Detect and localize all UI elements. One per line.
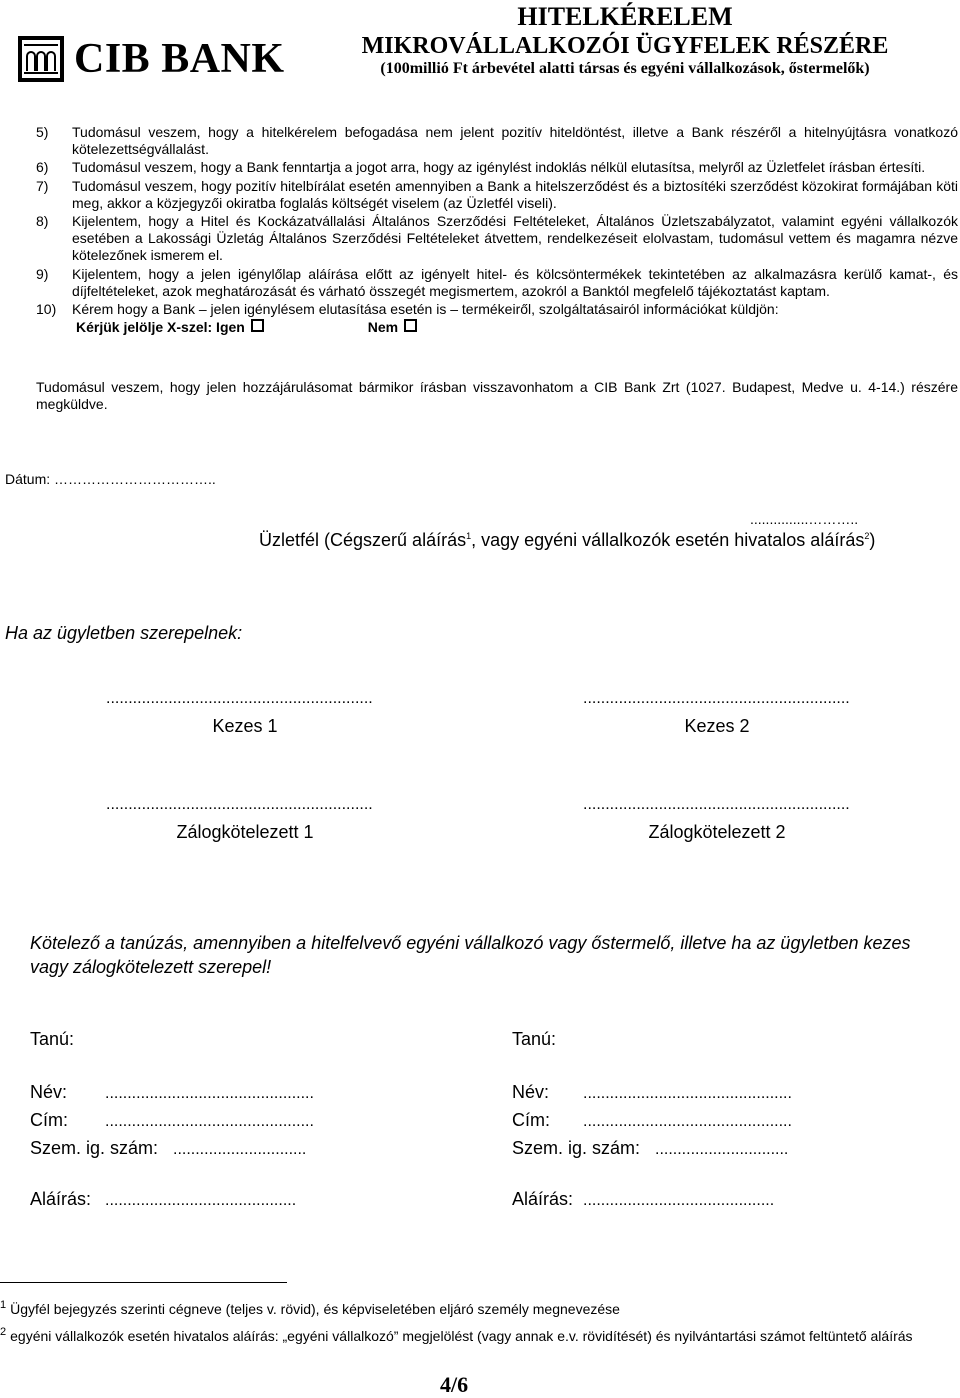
document-scope-note: (100millió Ft árbevétel alatti társas és egyéni vállalkozások, őstermelők)	[380, 60, 870, 77]
address-label: Cím:	[30, 1110, 68, 1130]
footnote-ref-1: 1	[466, 531, 472, 541]
date-field[interactable]: Dátum: ……………………………..	[5, 471, 216, 487]
document-title: HITELKÉRELEM	[517, 2, 733, 31]
marketing-consent-choice	[76, 319, 958, 336]
footnote-1	[0, 1294, 950, 1320]
witness-2-id-field[interactable]: ..............................	[655, 1141, 789, 1158]
item-text: Tudomásul veszem, hogy a hitelkérelem befogadása nem jelent pozitív hiteldöntést, illetve a Bank részéről a hitelnyújtásra vonatkozó kötelezettségvállalást.	[72, 124, 958, 158]
page-number: 4/6	[440, 1372, 469, 1397]
witness-1-title: Tanú:	[30, 1029, 75, 1049]
address-label: Cím:	[512, 1110, 550, 1130]
sig-label-part: )	[869, 530, 876, 550]
list-item	[36, 178, 958, 212]
footnote-number: 2	[0, 1326, 7, 1338]
item-number: 10)	[36, 301, 57, 318]
item-text: Kérem hogy a Bank – jelen igénylésem elutasítása esetén is – termékeiről, szolgáltatásairól információkat küldjön:	[72, 301, 779, 318]
list-item	[36, 124, 958, 158]
signature-label: Aláírás:	[30, 1189, 92, 1209]
bank-building-icon	[18, 36, 64, 82]
guarantor-1-label: Kezes 1	[212, 716, 278, 736]
cib-bank-logo	[18, 34, 285, 84]
consent-prompt: Kérjük jelölje X-szel: Igen	[76, 319, 245, 336]
revocation-notice: Tudomásul veszem, hogy jelen hozzájárulásomat bármikor írásban visszavonhatom a CIB Bank Zrt (1027. Budapest, Medve u. 4-14.) részére megküldve.	[36, 379, 958, 413]
witness-1-signature-row	[30, 1186, 296, 1214]
witness-1-address-field[interactable]: ...............................................	[105, 1113, 314, 1130]
document-subtitle: MIKROVÁLLALKOZÓI ÜGYFELEK RÉSZÉRE	[361, 33, 889, 59]
footnote-2	[0, 1321, 950, 1347]
footnote-number: 1	[0, 1299, 7, 1311]
id-number-label: Szem. ig. szám:	[30, 1138, 159, 1158]
witness-1-signature-field[interactable]: ...........................................	[105, 1192, 297, 1209]
item-text: Kijelentem, hogy a Hitel és Kockázatvállalási Általános Szerződési Feltételeket, Általános Üzletszabályzatot, valamint egyéni vállalkozók esetében a Lakossági Üzletág Általános Szerződési Feltételeket átvettem, rendelkezéseit elolvastam, tudomásul vettem és magamra nézve kötelezőnek ismerem el.	[72, 213, 958, 264]
item-text: Kijelentem, hogy a jelen igénylőlap aláírása előtt az igényelt hitel- és kölcsöntermékek tekintetében az alkalmazásra kerülő kamat-, és díjfeltételeket, azok meghatározását és várható összegét megismertem, azokról a Banktól megfelelő tájékoztatást kaptam.	[72, 265, 958, 299]
item-text: Tudomásul veszem, hogy pozitív hitelbírálat esetén amennyiben a Bank a hitelszerződést és a biztosítéki szerződést közokirat formájában köti meg, akkor a közjegyzői okiratba foglalás költségét viselem (az Üzletfél viseli).	[72, 177, 958, 211]
yes-checkbox[interactable]	[251, 319, 264, 332]
witness-2-signature-field[interactable]: ...........................................	[583, 1192, 775, 1209]
name-label: Név:	[30, 1082, 68, 1102]
pledgor-1-label: Zálogkötelezett 1	[176, 822, 314, 842]
declaration-list	[36, 124, 958, 336]
document-header	[300, 2, 950, 78]
signature-label: Aláírás:	[512, 1189, 574, 1209]
witness-1-details	[30, 1079, 430, 1163]
witness-requirement-note: Kötelező a tanúzás, amennyiben a hitelfelvevő egyéni vállalkozó vagy őstermelő, illetve ha az ügyletben kezes vagy zálogkötelezett szerepel!	[30, 933, 911, 977]
guarantor-2-signature-line[interactable]: ............................................................	[583, 690, 850, 707]
witness-2-title: Tanú:	[512, 1029, 557, 1049]
witness-1-id-field[interactable]: ..............................	[173, 1141, 307, 1158]
client-signature-label	[259, 530, 875, 551]
witness-2-signature-row	[512, 1186, 774, 1214]
item-number: 6)	[36, 159, 49, 176]
guarantor-1-signature-line[interactable]: ............................................................	[106, 690, 373, 707]
guarantor-2-label: Kezes 2	[684, 716, 750, 736]
list-item	[36, 159, 958, 176]
witness-2-address-field[interactable]: ...............................................	[583, 1113, 792, 1130]
item-number: 5)	[36, 124, 49, 140]
footnote-ref-2: 2	[864, 531, 870, 541]
witness-1-name-field[interactable]: ...............................................	[105, 1085, 314, 1102]
pledgor-1-signature-line[interactable]: ............................................................	[106, 796, 373, 813]
item-number: 9)	[36, 265, 49, 282]
sig-label-part: , vagy egyéni vállalkozók esetén hivatalos aláírás	[471, 530, 865, 550]
witness-2-details	[512, 1079, 912, 1163]
client-signature-line[interactable]: ...............………..	[750, 511, 859, 527]
pledgor-2-signature-line[interactable]: ............................................................	[583, 796, 850, 813]
footnote-divider	[0, 1282, 287, 1283]
item-text: Tudomásul veszem, hogy a Bank fenntartja a jogot arra, hogy az igénylést indoklás nélkül elutasítsa, melyről az Üzletfelet írásban értesíti.	[72, 159, 926, 176]
footnote-text: Ügyfél bejegyzés szerinti cégneve (teljes v. rövid), és képviseletében eljáró személy megnevezése	[10, 1301, 620, 1317]
no-label: Nem	[367, 319, 399, 336]
item-number: 8)	[36, 213, 49, 230]
sig-label-part: Üzletfél (Cégszerű aláírás	[259, 530, 467, 550]
list-item	[36, 266, 958, 300]
name-label: Név:	[512, 1082, 550, 1102]
brand-name: CIB BANK	[74, 36, 285, 82]
footnote-text: egyéni vállalkozók esetén hivatalos aláírás: „egyéni vállalkozó” megjelölést (vagy annak e.v. rövidítését) és nyilvántartási számot feltüntető aláírás	[10, 1328, 913, 1344]
pledgor-2-label: Zálogkötelezett 2	[648, 822, 786, 842]
no-checkbox[interactable]	[404, 319, 417, 332]
list-item	[36, 213, 958, 265]
item-number: 7)	[36, 177, 49, 194]
witness-2-name-field[interactable]: ...............................................	[583, 1085, 792, 1102]
id-number-label: Szem. ig. szám:	[512, 1138, 641, 1158]
list-item	[36, 301, 958, 318]
parties-heading: Ha az ügyletben szerepelnek:	[5, 623, 243, 643]
